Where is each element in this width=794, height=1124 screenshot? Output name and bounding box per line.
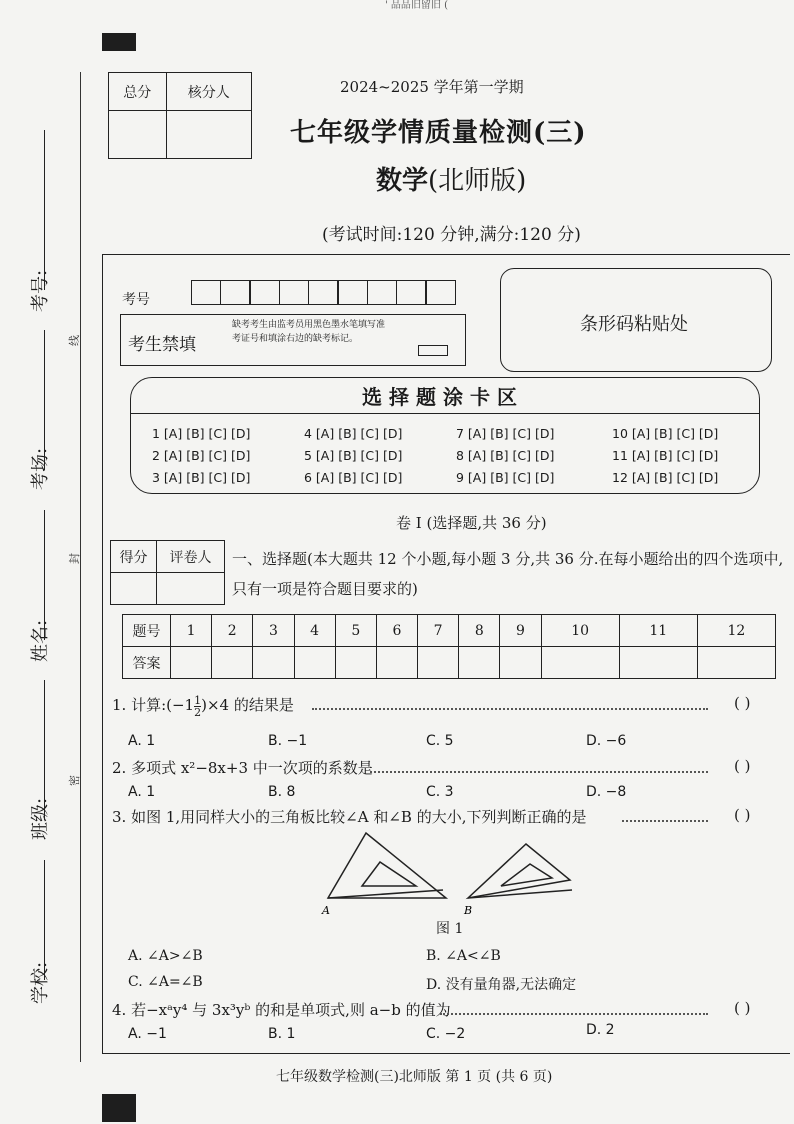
answer-cell[interactable] xyxy=(619,647,697,679)
section1-heading: 一、选择题(本大题共 12 个小题,每小题 3 分,共 36 分.在每小题给出的四个选项中,只有一项是符合题目要求的) xyxy=(232,550,784,598)
answer-cell[interactable] xyxy=(171,647,212,679)
question-1-leader xyxy=(312,708,708,710)
term: 2024~2025 学年第一学期 xyxy=(340,78,524,96)
answer-table-number: 10 xyxy=(541,615,619,647)
angle-a-ray xyxy=(328,890,443,898)
bubble-row-3[interactable]: 3 [A] [B] [C] [D] xyxy=(152,470,251,485)
answer-cell[interactable] xyxy=(541,647,619,679)
answer-table-number: 5 xyxy=(335,615,376,647)
question-1-option-b[interactable]: B. −1 xyxy=(268,733,308,749)
question-4-leader xyxy=(440,1013,708,1015)
answer-table-row-label: 答案 xyxy=(123,647,171,679)
answer-table-number: 12 xyxy=(697,615,775,647)
registration-mark-bottom xyxy=(102,1094,136,1122)
answer-table-number: 4 xyxy=(294,615,335,647)
question-2-answer-paren[interactable]: ( ) xyxy=(734,757,751,775)
triangle-b-outer xyxy=(468,844,570,898)
exam-no-box[interactable] xyxy=(396,280,427,305)
angle-b-ray xyxy=(468,890,572,898)
side-line-school[interactable] xyxy=(44,860,45,980)
answer-table-number: 3 xyxy=(253,615,294,647)
answer-cell[interactable] xyxy=(253,647,294,679)
grader-cell-score[interactable] xyxy=(111,573,157,605)
question-4-stem: 4. 若−xᵃy⁴ 与 3x³yᵇ 的和是单项式,则 a−b 的值为 xyxy=(112,1001,451,1019)
score-cell-total[interactable] xyxy=(109,111,167,159)
absent-mark-box[interactable] xyxy=(418,345,448,356)
exam-no-boxes[interactable] xyxy=(192,280,456,305)
question-2-stem: 2. 多项式 x²−8x+3 中一次项的系数是 xyxy=(112,759,373,777)
exam-no-box[interactable] xyxy=(279,280,310,305)
side-line-exam-no[interactable] xyxy=(44,130,45,290)
page-footer: 七年级数学检测(三)北师版 第 1 页 (共 6 页) xyxy=(276,1069,553,1085)
answer-table-number: 6 xyxy=(376,615,417,647)
figure-label-a: A xyxy=(322,904,330,917)
answer-cell[interactable] xyxy=(376,647,417,679)
question-4-option-a[interactable]: A. −1 xyxy=(128,1026,167,1042)
exam-no-box[interactable] xyxy=(191,280,222,305)
question-3-option-a[interactable]: A. ∠A>∠B xyxy=(128,948,203,964)
bubble-row-7[interactable]: 7 [A] [B] [C] [D] xyxy=(456,426,555,441)
figure-label-b: B xyxy=(464,904,473,917)
answer-cell[interactable] xyxy=(697,647,775,679)
answer-table xyxy=(122,614,776,679)
exam-no-box[interactable] xyxy=(308,280,339,305)
exam-no-label: 考号 xyxy=(122,292,150,308)
grader-header-score: 得分 xyxy=(111,541,157,573)
exam-no-box[interactable] xyxy=(425,280,456,305)
side-line-class[interactable] xyxy=(44,680,45,820)
bubble-row-2[interactable]: 2 [A] [B] [C] [D] xyxy=(152,448,251,463)
question-4-option-d[interactable]: D. 2 xyxy=(586,1022,615,1038)
exam-no-box[interactable] xyxy=(220,280,251,305)
exam-no-box[interactable] xyxy=(249,280,280,305)
bubble-row-9[interactable]: 9 [A] [B] [C] [D] xyxy=(456,470,555,485)
bubble-row-10[interactable]: 10 [A] [B] [C] [D] xyxy=(612,426,719,441)
question-4-option-c[interactable]: C. −2 xyxy=(426,1026,466,1042)
side-label-exam-room: 考场: xyxy=(30,447,51,490)
question-2-option-d[interactable]: D. −8 xyxy=(586,784,627,800)
score-header-total: 总分 xyxy=(109,73,167,111)
question-1-answer-paren[interactable]: ( ) xyxy=(734,694,751,712)
bubble-row-5[interactable]: 5 [A] [B] [C] [D] xyxy=(304,448,403,463)
page-title: 七年级学情质量检测(三) xyxy=(290,118,587,148)
answer-table-number: 2 xyxy=(212,615,253,647)
question-1-stem xyxy=(112,694,294,718)
bubble-row-4[interactable]: 4 [A] [B] [C] [D] xyxy=(304,426,403,441)
subject-title xyxy=(376,160,526,197)
question-3-answer-paren[interactable]: ( ) xyxy=(734,806,751,824)
question-3-option-b[interactable]: B. ∠A<∠B xyxy=(426,948,501,964)
barcode-label: 条形码粘贴处 xyxy=(580,314,688,335)
question-2-option-c[interactable]: C. 3 xyxy=(426,784,454,800)
triangle-b-inner xyxy=(501,864,552,886)
side-line-name[interactable] xyxy=(44,510,45,640)
forbid-label: 考生禁填 xyxy=(128,335,196,355)
subject: 数学 xyxy=(376,166,429,196)
answer-cell[interactable] xyxy=(335,647,376,679)
question-2-leader xyxy=(370,771,708,773)
answer-cell[interactable] xyxy=(418,647,459,679)
score-cell-checker[interactable] xyxy=(166,111,251,159)
grader-table xyxy=(110,540,225,605)
time-info: (考试时间:120 分钟,满分:120 分) xyxy=(322,225,581,245)
question-1-option-a[interactable]: A. 1 xyxy=(128,733,156,749)
side-line-exam-room[interactable] xyxy=(44,330,45,470)
side-label-class: 班级: xyxy=(30,797,51,840)
seal-word-seal: 封 xyxy=(68,553,81,564)
answer-table-number: 1 xyxy=(171,615,212,647)
bubble-row-8[interactable]: 8 [A] [B] [C] [D] xyxy=(456,448,555,463)
bubble-row-1[interactable]: 1 [A] [B] [C] [D] xyxy=(152,426,251,441)
question-1-pre: 1. 计算:(−1 xyxy=(112,696,195,714)
question-3-stem: 3. 如图 1,用同样大小的三角板比较∠A 和∠B 的大小,下列判断正确的是 xyxy=(112,808,587,826)
answer-table-number: 8 xyxy=(459,615,500,647)
registration-mark-top xyxy=(102,33,136,51)
binding-line xyxy=(80,72,81,1062)
top-note: ' 品品旧留旧 ( xyxy=(385,0,449,11)
triangle-a-outer xyxy=(328,833,446,898)
answer-cell[interactable] xyxy=(459,647,500,679)
choice-card-divider xyxy=(131,413,759,414)
forbid-text: 缺考考生由监考员用黑色墨水笔填写准考证号和填涂右边的缺考标记。 xyxy=(232,320,386,344)
question-3-leader xyxy=(622,820,708,822)
grader-header-grader: 评卷人 xyxy=(156,541,224,573)
edition: (北师版) xyxy=(428,166,527,196)
question-1-post: )×4 的结果是 xyxy=(201,696,294,714)
bubble-row-11[interactable]: 11 [A] [B] [C] [D] xyxy=(612,448,719,463)
question-3-option-c[interactable]: C. ∠A=∠B xyxy=(128,974,203,990)
answer-table-number: 7 xyxy=(418,615,459,647)
answer-table-number: 9 xyxy=(500,615,541,647)
side-label-name: 姓名: xyxy=(30,619,51,662)
question-1-option-d[interactable]: D. −6 xyxy=(586,733,627,749)
seal-word-secret: 密 xyxy=(68,775,81,786)
fraction-denominator: 2 xyxy=(194,705,202,719)
side-label-exam-no: 考号: xyxy=(30,269,51,312)
answer-cell[interactable] xyxy=(500,647,541,679)
question-4-answer-paren[interactable]: ( ) xyxy=(734,999,751,1017)
bubble-row-12[interactable]: 12 [A] [B] [C] [D] xyxy=(612,470,719,485)
exam-no-box[interactable] xyxy=(367,280,398,305)
score-table xyxy=(108,72,252,159)
score-header-checker: 核分人 xyxy=(166,73,251,111)
question-1-option-c[interactable]: C. 5 xyxy=(426,733,454,749)
answer-table-number: 11 xyxy=(619,615,697,647)
answer-cell[interactable] xyxy=(294,647,335,679)
answer-cell[interactable] xyxy=(212,647,253,679)
grader-cell-grader[interactable] xyxy=(156,573,224,605)
exam-no-box[interactable] xyxy=(337,280,368,305)
answer-table-row-label: 题号 xyxy=(123,615,171,647)
question-2-option-b[interactable]: B. 8 xyxy=(268,784,296,800)
figure-1 xyxy=(318,828,578,918)
side-label-school: 学校: xyxy=(30,961,51,1004)
question-3-option-d[interactable]: D. 没有量角器,无法确定 xyxy=(426,977,577,993)
part1-title: 卷 I (选择题,共 36 分) xyxy=(396,514,547,532)
question-4-option-b[interactable]: B. 1 xyxy=(268,1026,296,1042)
triangle-a-inner xyxy=(362,862,416,886)
seal-word-line: 线 xyxy=(68,335,81,346)
bubble-row-6[interactable]: 6 [A] [B] [C] [D] xyxy=(304,470,403,485)
fraction-numerator: 1 xyxy=(194,693,202,707)
choice-card-title: 选择题涂卡区 xyxy=(362,385,524,409)
figure-1-caption: 图 1 xyxy=(436,921,464,937)
question-2-option-a[interactable]: A. 1 xyxy=(128,784,156,800)
